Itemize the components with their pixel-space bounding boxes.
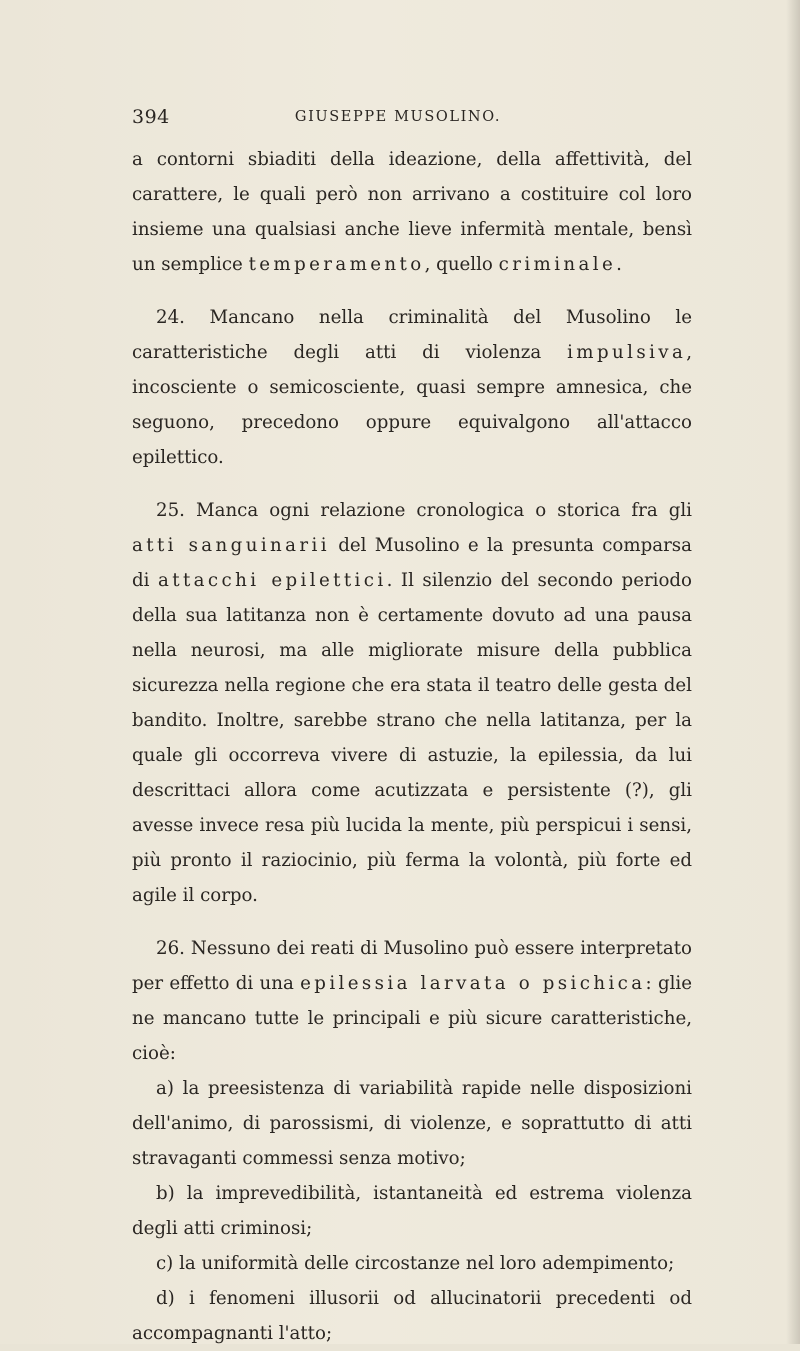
list-item-c: c) la uniformità delle circostanze nel loro adempimento; bbox=[156, 1253, 675, 1274]
running-head: GIUSEPPE MUSOLINO. bbox=[294, 109, 502, 125]
page-edge-shadow bbox=[786, 0, 800, 1344]
text-run: , quello bbox=[424, 254, 499, 275]
emphasis-attacchi-epilettici: attacchi epilettici bbox=[158, 570, 387, 591]
list-item-a: a) la preesistenza di variabilità rapide nelle disposizioni dell'animo, di parossismi, di violenze, e soprattutto di atti stravaganti commessi senza motivo; bbox=[132, 1078, 692, 1169]
emphasis-atti-sanguinarii: atti sanguinarii bbox=[132, 535, 330, 556]
text-run: 25. Manca ogni relazione cronologica o storica fra gli bbox=[156, 500, 692, 521]
body-text bbox=[132, 142, 692, 1351]
paragraph-26 bbox=[132, 931, 692, 1071]
paragraph-24 bbox=[132, 300, 692, 475]
list-item-d: d) i fenomeni illusorii od allucinatorii precedenti od accompagnanti l'atto; bbox=[132, 1288, 692, 1344]
text-run: : glie ne mancano tutte le principali e più sicure caratteristiche, cioè: bbox=[132, 973, 692, 1064]
text-run: del Musolino e la presunta comparsa di bbox=[132, 535, 692, 591]
emphasis-temperamento: temperamento bbox=[248, 254, 425, 275]
list-item-b: b) la imprevedibilità, istantaneità ed estrema violenza degli atti criminosi; bbox=[132, 1183, 692, 1239]
text-run: 26. Nessuno dei reati di Musolino può essere interpretato per effetto di una bbox=[132, 938, 692, 994]
paragraph-continuation bbox=[132, 142, 692, 282]
page-number: 394 bbox=[132, 106, 170, 128]
text-run: . Il silenzio del secondo periodo della sua latitanza non è certamente dovuto ad una pausa nella neurosi, ma alle migliorate misure della pubblica sicurezza nella regione che era stata il teatro delle gesta del bandito. Inoltre, sarebbe strano che nella latitanza, per la quale gli occorreva vivere di astuzie, la epilessia, da lui descrittaci allora come acutizzata e persistente (?), gli avesse invece resa più lucida la mente, più perspicui i sensi, più pronto il raziocinio, più ferma la volontà, più forte ed agile il corpo. bbox=[132, 570, 693, 906]
page-header bbox=[132, 106, 692, 134]
text-run: a contorni sbiaditi della ideazione, della affettività, del carattere, le quali però non arrivano a costituire col loro insieme una qualsiasi anche lieve infermità mentale, bensì un semplice bbox=[132, 149, 692, 275]
text-run: . bbox=[616, 254, 622, 275]
emphasis-impulsiva: impulsiva bbox=[567, 342, 687, 363]
emphasis-criminale: criminale bbox=[498, 254, 617, 275]
text-run: , incosciente o semicosciente, quasi sempre amnesica, che seguono, precedono oppure equivalgono all'attacco epilettico. bbox=[132, 342, 692, 468]
emphasis-epilessia-larvata: epilessia larvata o psichica bbox=[300, 973, 646, 994]
text-run: 24. Mancano nella criminalità del Musolino le caratteristiche degli atti di violenza bbox=[132, 307, 692, 363]
paragraph-25 bbox=[132, 493, 692, 913]
